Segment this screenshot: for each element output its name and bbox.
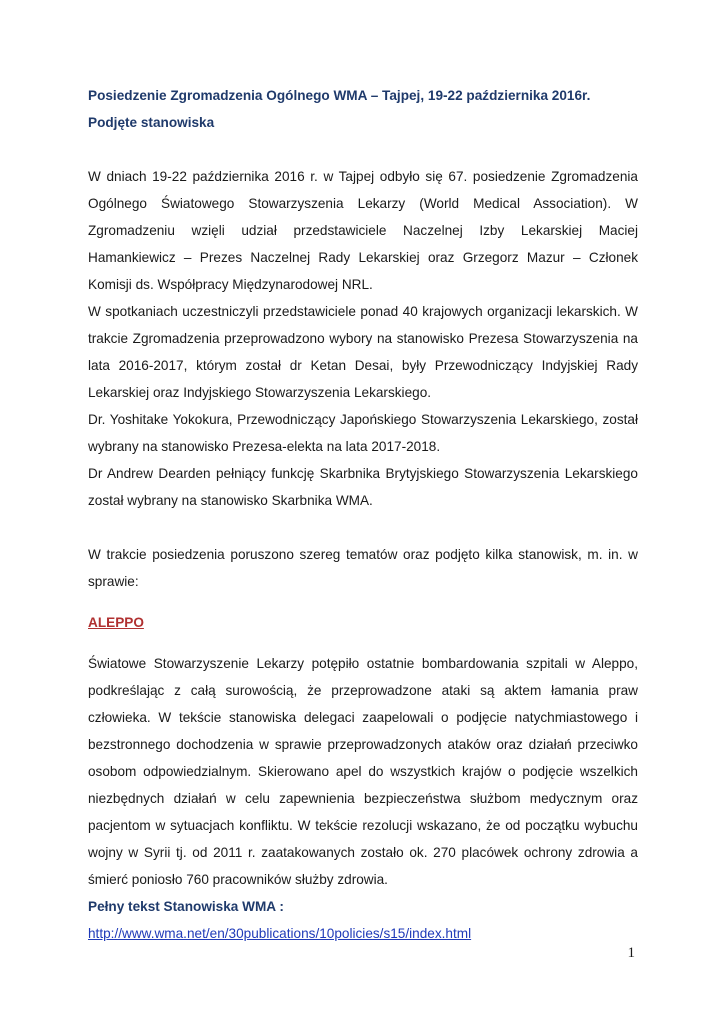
intro-paragraph-2: W spotkaniach uczestniczyli przedstawiciele ponad 40 krajowych organizacji lekarskich. W trakcie Zgromadzenia przeprowadzono wybory na stanowisko Prezesa Stowarzyszenia na lata 2016-2017, którym został dr Ketan Desai, były Przewodniczący Indyjskiej Rady Lekarskiej oraz Indyjskiego Stowarzyszenia Lekarskiego. — [88, 304, 638, 400]
section-body-aleppo: Światowe Stowarzyszenie Lekarzy potępiło ostatnie bombardowania szpitali w Aleppo, podkreślając z całą surowością, że przeprowadzone ataki są aktem łamania praw człowieka. W tekście stanowiska delegaci zaapelowali o podjęcie natychmiastowego i bezstronnego dochodzenia w sprawie przeprowadzonych ataków oraz działań przeciwko osobom odpowiedzialnym. Skierowano apel do wszystkich krajów o podjęcie wszelkich niezbędnych działań w celu zapewnienia bezpieczeństwa służbom medycznym oraz pacjentom w sytuacjach konfliktu. W tekście rezolucji wskazano, że od początku wybuchu wojny w Syrii tj. od 2011 r. zaatakowanych zostało ok. 270 placówek ochrony zdrowia a śmierć poniosło 760 pracowników służby zdrowia. — [88, 656, 638, 887]
wma-policy-link[interactable]: http://www.wma.net/en/30publications/10policies/s15/index.html — [88, 926, 472, 941]
page-number: 1 — [627, 945, 635, 961]
spacer — [88, 514, 638, 541]
document-heading: Posiedzenie Zgromadzenia Ogólnego WMA – Tajpej, 19-22 października 2016r. Podjęte stanowiska — [88, 88, 591, 130]
intro-paragraph-3: Dr. Yoshitake Yokokura, Przewodniczący Japońskiego Stowarzyszenia Lekarskiego, został wybrany na stanowisko Prezesa-elekta na lata 2017-2018. — [88, 412, 638, 454]
spacer — [88, 136, 638, 163]
intro-paragraph-4: Dr Andrew Dearden pełniący funkcję Skarbnika Brytyjskiego Stowarzyszenia Lekarskiego został wybrany na stanowisko Skarbnika WMA. — [88, 466, 638, 508]
topics-intro-paragraph: W trakcie posiedzenia poruszono szereg tematów oraz podjęto kilka stanowisk, m. in. w sprawie: — [88, 547, 638, 589]
document-body — [88, 82, 638, 947]
spacer — [88, 636, 638, 650]
intro-paragraph-1: W dniach 19-22 października 2016 r. w Tajpej odbyło się 67. posiedzenie Zgromadzenia Ogólnego Światowego Stowarzyszenia Lekarzy (World Medical Association). W Zgromadzeniu wzięli udział przedstawiciele Naczelnej Izby Lekarskiej Maciej Hamankiewicz – Prezes Naczelnej Rady Lekarskiej oraz Grzegorz Mazur – Członek Komisji ds. Współpracy Międzynarodowej NRL. — [88, 169, 638, 292]
fulltext-label: Pełny tekst Stanowiska WMA : — [88, 899, 284, 914]
spacer — [88, 595, 638, 609]
section-title-aleppo: ALEPPO — [88, 615, 144, 630]
